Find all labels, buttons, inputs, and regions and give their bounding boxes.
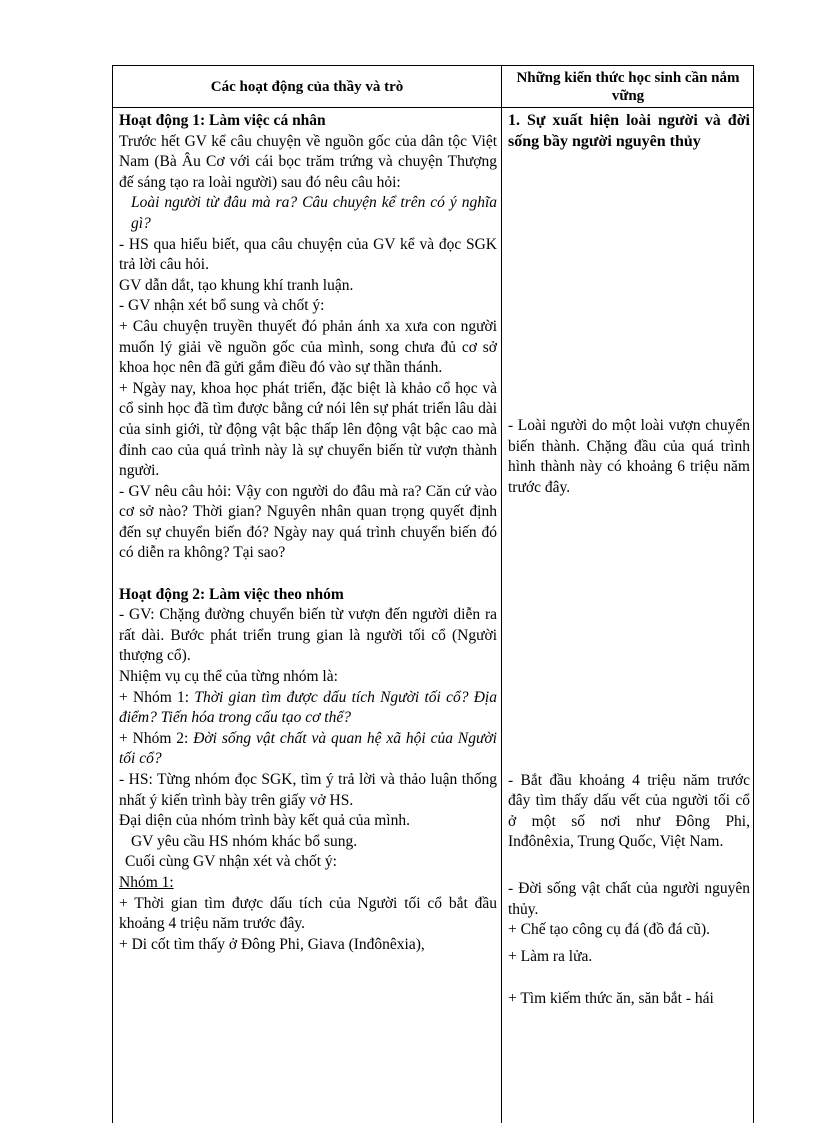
paragraph: GV dẫn dắt, tạo khung khí tranh luận. xyxy=(119,276,354,294)
header-divider xyxy=(113,107,753,108)
group-2-task xyxy=(119,729,497,770)
paragraph: Trước hết GV kể câu chuyện về nguồn gốc của dân tộc Việt Nam (Bà Âu Cơ với cái bọc trăm trứng và chuyện Thượng đế sáng tạo ra loài người) sau đó nêu câu hỏi: xyxy=(119,132,497,191)
group-2-question: Đời sống vật chất và quan hệ xã hội của Người tối cổ? xyxy=(119,729,497,768)
section-1-title: 1. Sự xuất hiện loài người và đời sống bầy người nguyên thủy xyxy=(508,112,750,150)
paragraph: + Thời gian tìm được dấu tích của Người tối cổ bắt đầu khoảng 4 triệu năm trước đây. xyxy=(119,894,497,933)
paragraph: + Ngày nay, khoa học phát triển, đặc biệt là khảo cổ học và cổ sinh học đã tìm được bằng cứ nói lên sự phát triển lâu dài của sinh giới, từ động vật bậc thấp lên động vật bậc cao mà đỉnh cao của quá trình này là sự chuyển biến từ vượn thành người. xyxy=(119,379,497,480)
knowledge-point: + Làm ra lửa. xyxy=(508,947,593,965)
group-1-heading: Nhóm 1: xyxy=(119,873,174,891)
activities-column xyxy=(119,111,497,955)
group-2-label: + Nhóm 2: xyxy=(119,729,194,747)
paragraph: - HS qua hiểu biết, qua câu chuyện của GV kể và đọc SGK trả lời câu hỏi. xyxy=(119,235,497,274)
header-activities: Các hoạt động của thầy và trò xyxy=(210,78,404,95)
question: Loài người từ đâu mà ra? Câu chuyện kể trên có ý nghĩa gì? xyxy=(131,194,497,232)
paragraph: + Câu chuyện truyền thuyết đó phản ánh xa xưa con người muốn lý giải về nguồn gốc của mình, song chưa đủ cơ sở khoa học nên đã gửi gắm điều đó vào sự thần thánh. xyxy=(119,317,497,377)
knowledge-point: - Đời sống vật chất của người nguyên thủy. xyxy=(508,879,750,918)
paragraph: Đại diện của nhóm trình bày kết quả của mình. xyxy=(119,812,410,830)
group-1-task xyxy=(119,688,497,729)
paragraph: Cuối cùng GV nhận xét và chốt ý: xyxy=(125,853,337,871)
knowledge-column xyxy=(508,111,750,1010)
paragraph: Nhiệm vụ cụ thể của từng nhóm là: xyxy=(119,668,338,686)
column-divider xyxy=(501,66,502,1123)
paragraph: - GV nêu câu hỏi: Vậy con người do đâu mà ra? Căn cứ vào cơ sở nào? Thời gian? Nguyên nhân quan trọng quyết định đến sự chuyển biến đó? Ngày nay quá trình chuyển biến đó có diễn ra không? Tại sao? xyxy=(119,482,497,562)
knowledge-point: - Loài người do một loài vượn chuyển biến thành. Chặng đầu của quá trình hình thành này có khoảng 6 triệu năm trước đây. xyxy=(508,417,750,496)
knowledge-point: - Bắt đầu khoảng 4 triệu năm trước đây tìm thấy dấu vết của người tối cổ ở một số nơi như Đông Phi, Inđônêxia, Trung Quốc, Việt Nam. xyxy=(508,771,750,851)
header-knowledge: Những kiến thức học sinh cần nắm vững xyxy=(516,69,740,104)
group-1-label: + Nhóm 1: xyxy=(119,688,195,706)
lesson-table xyxy=(112,65,754,1123)
group-1-question: Thời gian tìm được dấu tích Người tối cổ? Địa điểm? Tiến hóa trong cấu tạo cơ thể? xyxy=(119,688,497,727)
activity-2-title: Hoạt động 2: Làm việc theo nhóm xyxy=(119,585,344,603)
knowledge-point: + Chế tạo công cụ đá (đồ đá cũ). xyxy=(508,921,710,939)
paragraph: - GV nhận xét bổ sung và chốt ý: xyxy=(119,297,325,315)
paragraph: - GV: Chặng đường chuyển biến từ vượn đến người diễn ra rất dài. Bước phát triển trung gian là người tối cổ (Người thượng cổ). xyxy=(119,606,497,665)
paragraph: GV yêu cầu HS nhóm khác bổ sung. xyxy=(131,832,358,850)
activity-1-title: Hoạt động 1: Làm việc cá nhân xyxy=(119,112,326,129)
paragraph: - HS: Từng nhóm đọc SGK, tìm ý trả lời và thảo luận thống nhất ý kiến trình bày trên giấy vở HS. xyxy=(119,771,497,809)
knowledge-point: + Tìm kiếm thức ăn, săn bắt - hái xyxy=(508,990,714,1008)
paragraph: + Di cốt tìm thấy ở Đông Phi, Giava (Inđônêxia), xyxy=(119,935,425,953)
